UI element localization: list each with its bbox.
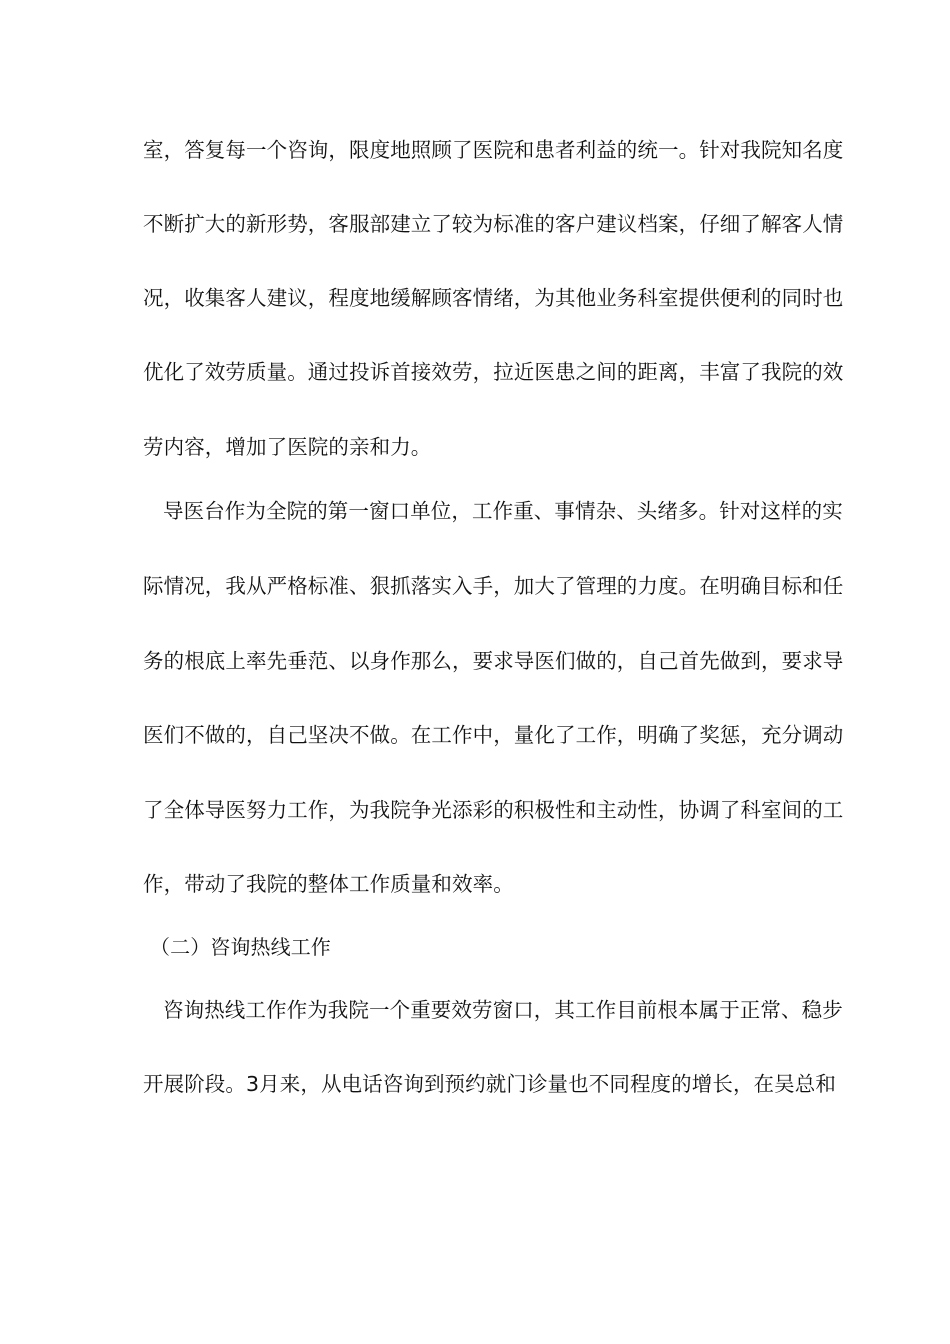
section-heading: （二）咨询热线工作 bbox=[150, 935, 331, 959]
paragraph-line: 了全体导医努力工作，为我院争光添彩的积极性和主动性，协调了科室间的工 bbox=[143, 798, 844, 822]
paragraph-line: 室，答复每一个咨询，限度地照顾了医院和患者利益的统一。针对我院知名度 bbox=[143, 138, 844, 162]
paragraph-line: 作，带动了我院的整体工作质量和效率。 bbox=[143, 872, 514, 896]
paragraph-line: 导医台作为全院的第一窗口单位，工作重、事情杂、头绪多。针对这样的实 bbox=[163, 499, 843, 523]
paragraph-line: 务的根底上率先垂范、以身作那么，要求导医们做的，自己首先做到，要求导 bbox=[143, 649, 844, 673]
paragraph-line: 况，收集客人建议，程度地缓解顾客情绪，为其他业务科室提供便利的同时也 bbox=[143, 286, 844, 310]
paragraph-line: 劳内容，增加了医院的亲和力。 bbox=[143, 435, 432, 459]
paragraph-line: 医们不做的，自己坚决不做。在工作中，量化了工作，明确了奖惩，充分调动 bbox=[143, 723, 844, 747]
paragraph-line: 开展阶段。3月来，从电话咨询到预约就门诊量也不同程度的增长，在吴总和 bbox=[143, 1072, 836, 1096]
paragraph-line: 际情况，我从严格标准、狠抓落实入手，加大了管理的力度。在明确目标和任 bbox=[143, 574, 844, 598]
paragraph-line: 优化了效劳质量。通过投诉首接效劳，拉近医患之间的距离，丰富了我院的效 bbox=[143, 360, 844, 384]
paragraph-line: 不断扩大的新形势，客服部建立了较为标准的客户建议档案，仔细了解客人情 bbox=[143, 212, 844, 236]
paragraph-line: 咨询热线工作作为我院一个重要效劳窗口，其工作目前根本属于正常、稳步 bbox=[163, 998, 843, 1022]
